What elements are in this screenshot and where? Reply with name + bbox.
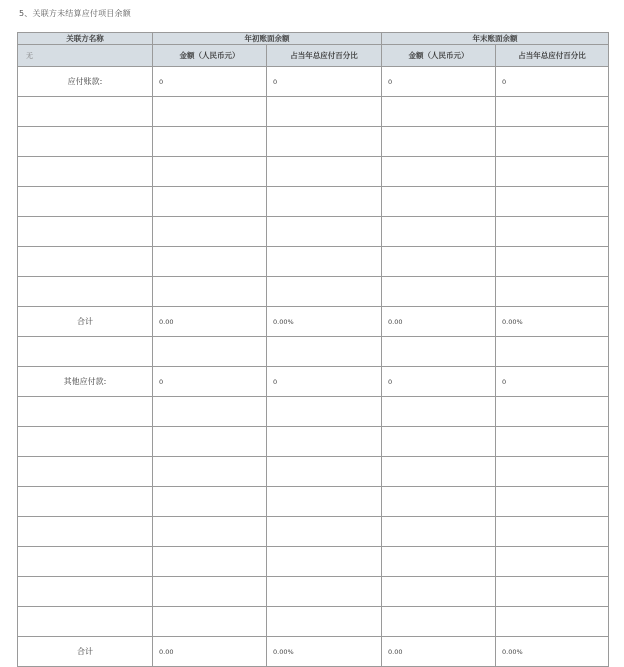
empty-cell <box>382 607 496 637</box>
empty-cell <box>496 217 609 247</box>
closing-balance-header: 年末账面余额 <box>382 33 609 45</box>
empty-cell <box>153 577 267 607</box>
closing-percent-total: 0.00% <box>496 307 609 337</box>
other-payables-label: 其他应付款: <box>18 367 153 397</box>
empty-cell <box>18 337 153 367</box>
empty-cell <box>18 577 153 607</box>
empty-cell <box>496 127 609 157</box>
table-row <box>18 97 609 127</box>
opening-percent-total: 0.00% <box>267 307 382 337</box>
opening-percent-cell: 0 <box>267 367 382 397</box>
empty-cell <box>153 427 267 457</box>
table-row <box>18 277 609 307</box>
opening-amount-header: 金额（人民币元） <box>153 45 267 67</box>
empty-cell <box>18 607 153 637</box>
opening-percent-total: 0.00% <box>267 637 382 667</box>
empty-cell <box>496 337 609 367</box>
empty-cell <box>267 217 382 247</box>
accounts-payable-label: 应付账款: <box>18 67 153 97</box>
empty-cell <box>382 577 496 607</box>
empty-cell <box>496 517 609 547</box>
opening-percent-cell: 0 <box>267 67 382 97</box>
empty-cell <box>267 397 382 427</box>
empty-cell <box>496 277 609 307</box>
empty-cell <box>496 427 609 457</box>
opening-amount-cell: 0 <box>153 367 267 397</box>
empty-cell <box>382 397 496 427</box>
empty-cell <box>18 277 153 307</box>
empty-cell <box>496 247 609 277</box>
table-row <box>18 487 609 517</box>
empty-cell <box>382 547 496 577</box>
table-row <box>18 217 609 247</box>
empty-cell <box>267 277 382 307</box>
empty-cell <box>18 157 153 187</box>
empty-cell <box>153 277 267 307</box>
empty-cell <box>18 517 153 547</box>
empty-cell <box>267 97 382 127</box>
table-row <box>18 517 609 547</box>
table-row <box>18 127 609 157</box>
empty-cell <box>496 97 609 127</box>
empty-cell <box>267 157 382 187</box>
empty-cell <box>153 337 267 367</box>
opening-amount-cell: 0 <box>153 67 267 97</box>
empty-cell <box>496 457 609 487</box>
total-label: 合计 <box>18 637 153 667</box>
empty-cell <box>267 607 382 637</box>
closing-amount-total: 0.00 <box>382 307 496 337</box>
closing-amount-total: 0.00 <box>382 637 496 667</box>
opening-amount-total: 0.00 <box>153 307 267 337</box>
empty-cell <box>382 217 496 247</box>
opening-balance-header: 年初账面余额 <box>153 33 382 45</box>
empty-cell <box>382 337 496 367</box>
empty-cell <box>153 397 267 427</box>
table-row <box>18 607 609 637</box>
empty-cell <box>267 247 382 277</box>
empty-cell <box>496 397 609 427</box>
empty-cell <box>153 607 267 637</box>
empty-cell <box>18 97 153 127</box>
header-row-2 <box>18 45 609 67</box>
closing-amount-header: 金额（人民币元） <box>382 45 496 67</box>
empty-cell <box>18 187 153 217</box>
total-row <box>18 307 609 337</box>
empty-cell <box>18 457 153 487</box>
empty-cell <box>267 547 382 577</box>
closing-percent-cell: 0 <box>496 367 609 397</box>
empty-cell <box>18 397 153 427</box>
total-row <box>18 637 609 667</box>
empty-cell <box>153 547 267 577</box>
table-row <box>18 427 609 457</box>
empty-cell <box>18 247 153 277</box>
empty-cell <box>153 217 267 247</box>
closing-amount-cell: 0 <box>382 67 496 97</box>
table-row <box>18 247 609 277</box>
empty-cell <box>496 577 609 607</box>
table-row <box>18 337 609 367</box>
empty-cell <box>153 127 267 157</box>
empty-cell <box>382 157 496 187</box>
empty-cell <box>267 517 382 547</box>
empty-cell <box>18 127 153 157</box>
empty-cell <box>496 547 609 577</box>
opening-percent-header: 占当年总应付百分比 <box>267 45 382 67</box>
opening-amount-total: 0.00 <box>153 637 267 667</box>
closing-percent-cell: 0 <box>496 67 609 97</box>
empty-cell <box>382 427 496 457</box>
empty-cell <box>267 337 382 367</box>
empty-cell <box>267 127 382 157</box>
empty-cell <box>153 517 267 547</box>
empty-cell <box>382 517 496 547</box>
empty-cell <box>382 187 496 217</box>
table-row <box>18 187 609 217</box>
empty-cell <box>267 487 382 517</box>
table-row <box>18 457 609 487</box>
empty-cell <box>153 487 267 517</box>
empty-cell <box>153 97 267 127</box>
empty-cell <box>496 607 609 637</box>
empty-cell <box>382 277 496 307</box>
related-party-payables-table <box>17 32 609 667</box>
none-indicator: 无 <box>18 45 153 67</box>
empty-cell <box>382 127 496 157</box>
empty-cell <box>496 487 609 517</box>
empty-cell <box>382 97 496 127</box>
total-label: 合计 <box>18 307 153 337</box>
empty-cell <box>382 457 496 487</box>
empty-cell <box>153 247 267 277</box>
table-row <box>18 367 609 397</box>
empty-cell <box>267 577 382 607</box>
header-row-1 <box>18 33 609 45</box>
table-row <box>18 577 609 607</box>
empty-cell <box>18 547 153 577</box>
empty-cell <box>267 427 382 457</box>
empty-cell <box>18 217 153 247</box>
closing-percent-total: 0.00% <box>496 637 609 667</box>
party-name-header: 关联方名称 <box>18 33 153 45</box>
empty-cell <box>153 457 267 487</box>
empty-cell <box>382 247 496 277</box>
empty-cell <box>18 487 153 517</box>
empty-cell <box>496 187 609 217</box>
empty-cell <box>496 157 609 187</box>
closing-amount-cell: 0 <box>382 367 496 397</box>
table-row <box>18 547 609 577</box>
table-row <box>18 67 609 97</box>
empty-cell <box>18 427 153 457</box>
empty-cell <box>267 457 382 487</box>
empty-cell <box>267 187 382 217</box>
empty-cell <box>153 157 267 187</box>
empty-cell <box>382 487 496 517</box>
section-title: 5、关联方未结算应付项目余额 <box>19 9 131 18</box>
table-row <box>18 397 609 427</box>
empty-cell <box>153 187 267 217</box>
closing-percent-header: 占当年总应付百分比 <box>496 45 609 67</box>
table-row <box>18 157 609 187</box>
